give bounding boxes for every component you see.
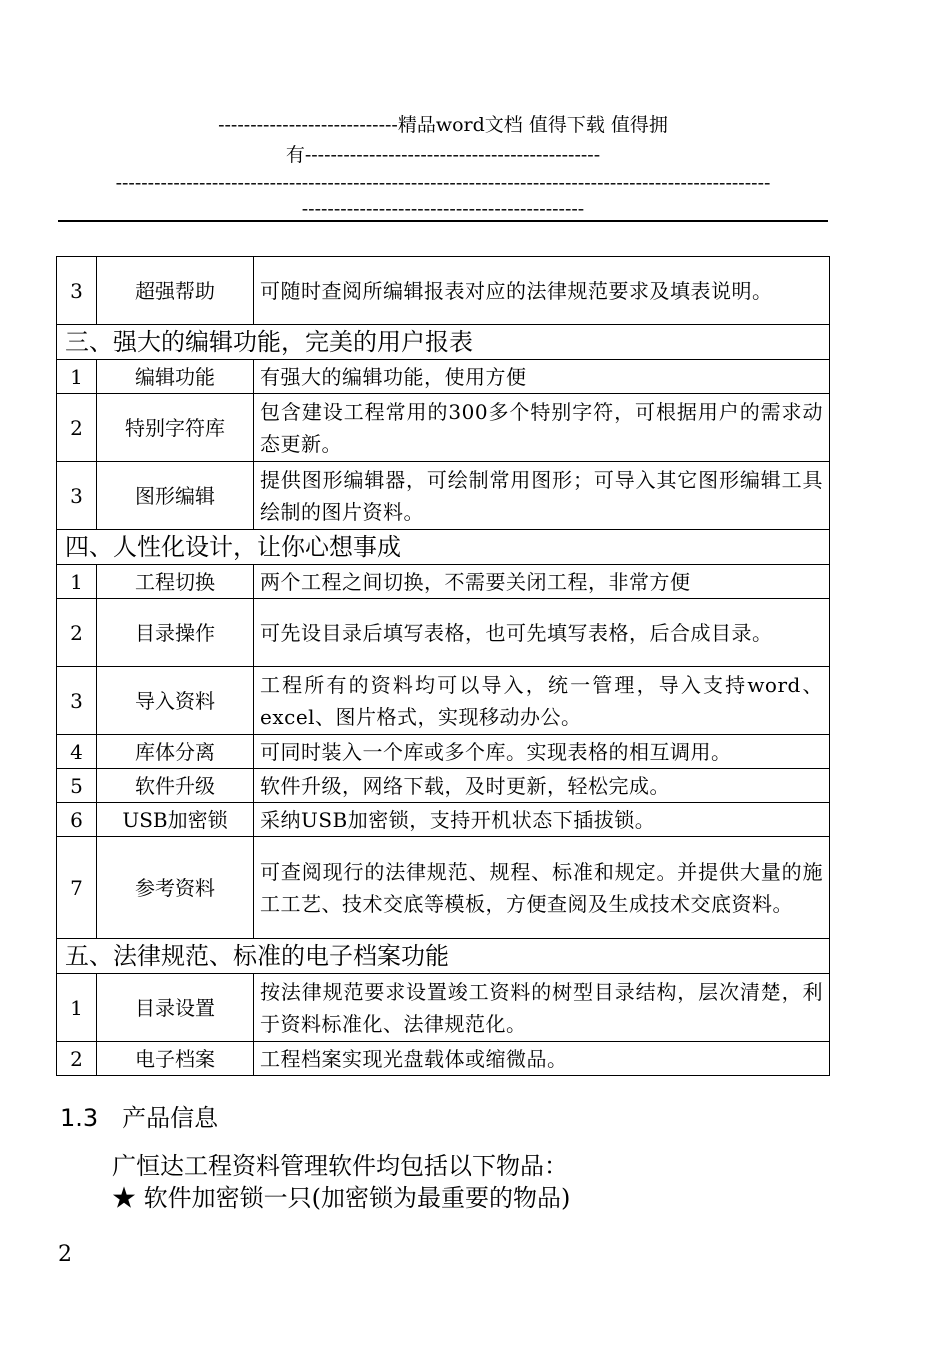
row-number: 2 xyxy=(57,394,97,462)
header-line-3: ------------------------------------------------------------------------------------------------------ xyxy=(115,172,771,194)
table-row xyxy=(57,974,830,1042)
feature-name: 目录操作 xyxy=(97,599,254,667)
page-header xyxy=(58,110,828,222)
section-title: 五、法律规范、标准的电子档案功能 xyxy=(57,939,830,974)
table-row xyxy=(57,667,830,735)
feature-desc: 可随时查阅所编辑报表对应的法律规范要求及填表说明。 xyxy=(254,257,830,325)
row-number: 1 xyxy=(57,974,97,1042)
section-title: 三、强大的编辑功能，完美的用户报表 xyxy=(57,325,830,360)
header-line-4: -------------------------------------------- xyxy=(301,198,585,220)
header-rule xyxy=(58,220,828,222)
table-row xyxy=(57,735,830,769)
row-number: 1 xyxy=(57,360,97,394)
table-row xyxy=(57,837,830,939)
table-row xyxy=(57,599,830,667)
feature-name: 目录设置 xyxy=(97,974,254,1042)
feature-desc: 可先设目录后填写表格，也可先填写表格，后合成目录。 xyxy=(254,599,830,667)
feature-name: 电子档案 xyxy=(97,1042,254,1076)
feature-desc: 提供图形编辑器，可绘制常用图形；可导入其它图形编辑工具绘制的图片资料。 xyxy=(254,462,830,530)
section-row xyxy=(57,939,830,974)
feature-desc: 工程档案实现光盘载体或缩微品。 xyxy=(254,1042,830,1076)
page-number: 2 xyxy=(58,1242,72,1267)
row-number: 3 xyxy=(57,462,97,530)
table-row xyxy=(57,769,830,803)
feature-name: 工程切换 xyxy=(97,565,254,599)
section-row xyxy=(57,530,830,565)
list-item: ★ 软件加密锁一只(加密锁为最重要的物品) xyxy=(112,1184,571,1212)
feature-name: 参考资料 xyxy=(97,837,254,939)
feature-desc: 可同时装入一个库或多个库。实现表格的相互调用。 xyxy=(254,735,830,769)
feature-name: 导入资料 xyxy=(97,667,254,735)
row-number: 7 xyxy=(57,837,97,939)
feature-name: USB加密锁 xyxy=(97,803,254,837)
row-number: 3 xyxy=(57,667,97,735)
row-number: 4 xyxy=(57,735,97,769)
intro-paragraph: 广恒达工程资料管理软件均包括以下物品： xyxy=(112,1152,568,1180)
feature-table xyxy=(56,256,830,1076)
table-row xyxy=(57,257,830,325)
feature-name: 超强帮助 xyxy=(97,257,254,325)
table-row xyxy=(57,462,830,530)
section-row xyxy=(57,325,830,360)
section-title: 四、人性化设计，让你心想事成 xyxy=(57,530,830,565)
section-number: 1.3 xyxy=(60,1104,99,1132)
table-row xyxy=(57,803,830,837)
table-row xyxy=(57,394,830,462)
header-line-1: ----------------------------精品word文档 值得下载 值得拥 xyxy=(218,114,668,136)
feature-name: 特别字符库 xyxy=(97,394,254,462)
feature-desc: 可查阅现行的法律规范、规程、标准和规定。并提供大量的施工工艺、技术交底等模板，方便查阅及生成技术交底资料。 xyxy=(254,837,830,939)
feature-name: 软件升级 xyxy=(97,769,254,803)
feature-desc: 软件升级，网络下载，及时更新，轻松完成。 xyxy=(254,769,830,803)
row-number: 3 xyxy=(57,257,97,325)
table-row xyxy=(57,565,830,599)
row-number: 6 xyxy=(57,803,97,837)
feature-desc: 工程所有的资料均可以导入，统一管理，导入支持word、excel、图片格式，实现移动办公。 xyxy=(254,667,830,735)
feature-desc: 包含建设工程常用的300多个特别字符，可根据用户的需求动态更新。 xyxy=(254,394,830,462)
row-number: 2 xyxy=(57,1042,97,1076)
table-row xyxy=(57,1042,830,1076)
feature-desc: 两个工程之间切换，不需要关闭工程，非常方便 xyxy=(254,565,830,599)
feature-desc: 按法律规范要求设置竣工资料的树型目录结构，层次清楚，利于资料标准化、法律规范化。 xyxy=(254,974,830,1042)
feature-name: 图形编辑 xyxy=(97,462,254,530)
feature-name: 编辑功能 xyxy=(97,360,254,394)
row-number: 1 xyxy=(57,565,97,599)
table-row xyxy=(57,360,830,394)
feature-desc: 采纳USB加密锁，支持开机状态下插拔锁。 xyxy=(254,803,830,837)
section-heading-title: 产品信息 xyxy=(122,1104,219,1132)
row-number: 2 xyxy=(57,599,97,667)
feature-name: 库体分离 xyxy=(97,735,254,769)
row-number: 5 xyxy=(57,769,97,803)
feature-desc: 有强大的编辑功能，使用方便 xyxy=(254,360,830,394)
section-heading xyxy=(60,1098,218,1133)
header-line-2: 有---------------------------------------------- xyxy=(285,144,601,166)
